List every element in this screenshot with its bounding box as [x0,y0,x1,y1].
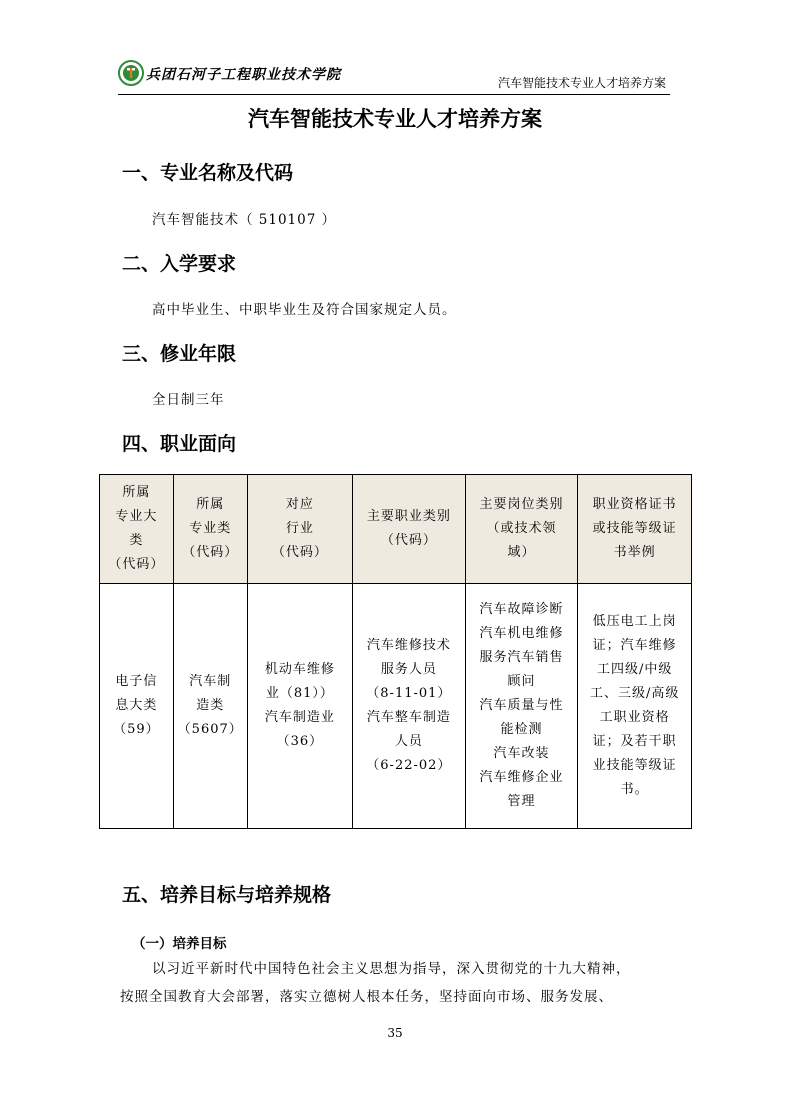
header-cell: 职业资格证书 或技能等级证 书举例 [578,475,692,584]
school-logo-icon [118,60,144,86]
table-header-row [100,475,692,584]
section-5-subheading: （一）培养目标 [132,936,227,952]
table-cell: 电子信 息大类 （59） [100,584,174,829]
section-4-heading: 四、职业面向 [122,433,237,455]
body-paragraph-line-1: 以习近平新时代中国特色社会主义思想为指导，深入贯彻党的十九大精神， [152,961,631,977]
occupation-table [99,474,692,829]
header-cell: 所属 专业类 （代码） [173,475,247,584]
body-paragraph-line-2: 按照全国教育大会部署，落实立德树人根本任务，坚持面向市场、服务发展、 [120,989,613,1005]
table-cell: 汽车维修技术 服务人员 （8-11-01） 汽车整车制造 人员 （6-22-02） [353,584,466,829]
section-3-heading: 三、修业年限 [122,343,237,365]
page-number: 35 [387,1026,403,1040]
header-cell: 对应 行业 （代码） [247,475,352,584]
section-2-heading: 二、入学要求 [122,253,237,275]
table-row [100,584,692,829]
section-1-heading: 一、专业名称及代码 [122,162,294,184]
table-cell: 低压电工上岗 证；汽车维修 工四级/中级 工、三级/高级 工职业资格 证；及若干职 业技能等级证 书。 [578,584,692,829]
school-name: 兵团石河子工程职业技术学院 [146,67,341,83]
document-title: 汽车智能技术专业人才培养方案 [248,107,542,131]
table-cell: 机动车维修 业（81）） 汽车制造业 （36） [247,584,352,829]
header-doc-name: 汽车智能技术专业人才培养方案 [497,76,666,90]
table-cell: 汽车制 造类 （5607） [173,584,247,829]
table-cell: 汽车故障诊断 汽车机电维修 服务汽车销售 顾问 汽车质量与性 能检测 汽车改装 汽车维修企业 管理 [465,584,578,829]
section-5-heading: 五、培养目标与培养规格 [122,884,332,906]
section-2-text: 高中毕业生、中职毕业生及符合国家规定人员。 [152,302,457,318]
page-header [118,56,670,95]
header-cell: 所属 专业大 类 （代码） [100,475,174,584]
section-3-text: 全日制三年 [152,392,225,408]
section-1-text: 汽车智能技术（ 510107 ） [152,212,337,228]
header-cell: 主要岗位类别 （或技术领 域） [465,475,578,584]
header-cell: 主要职业类别 （代码） [353,475,466,584]
